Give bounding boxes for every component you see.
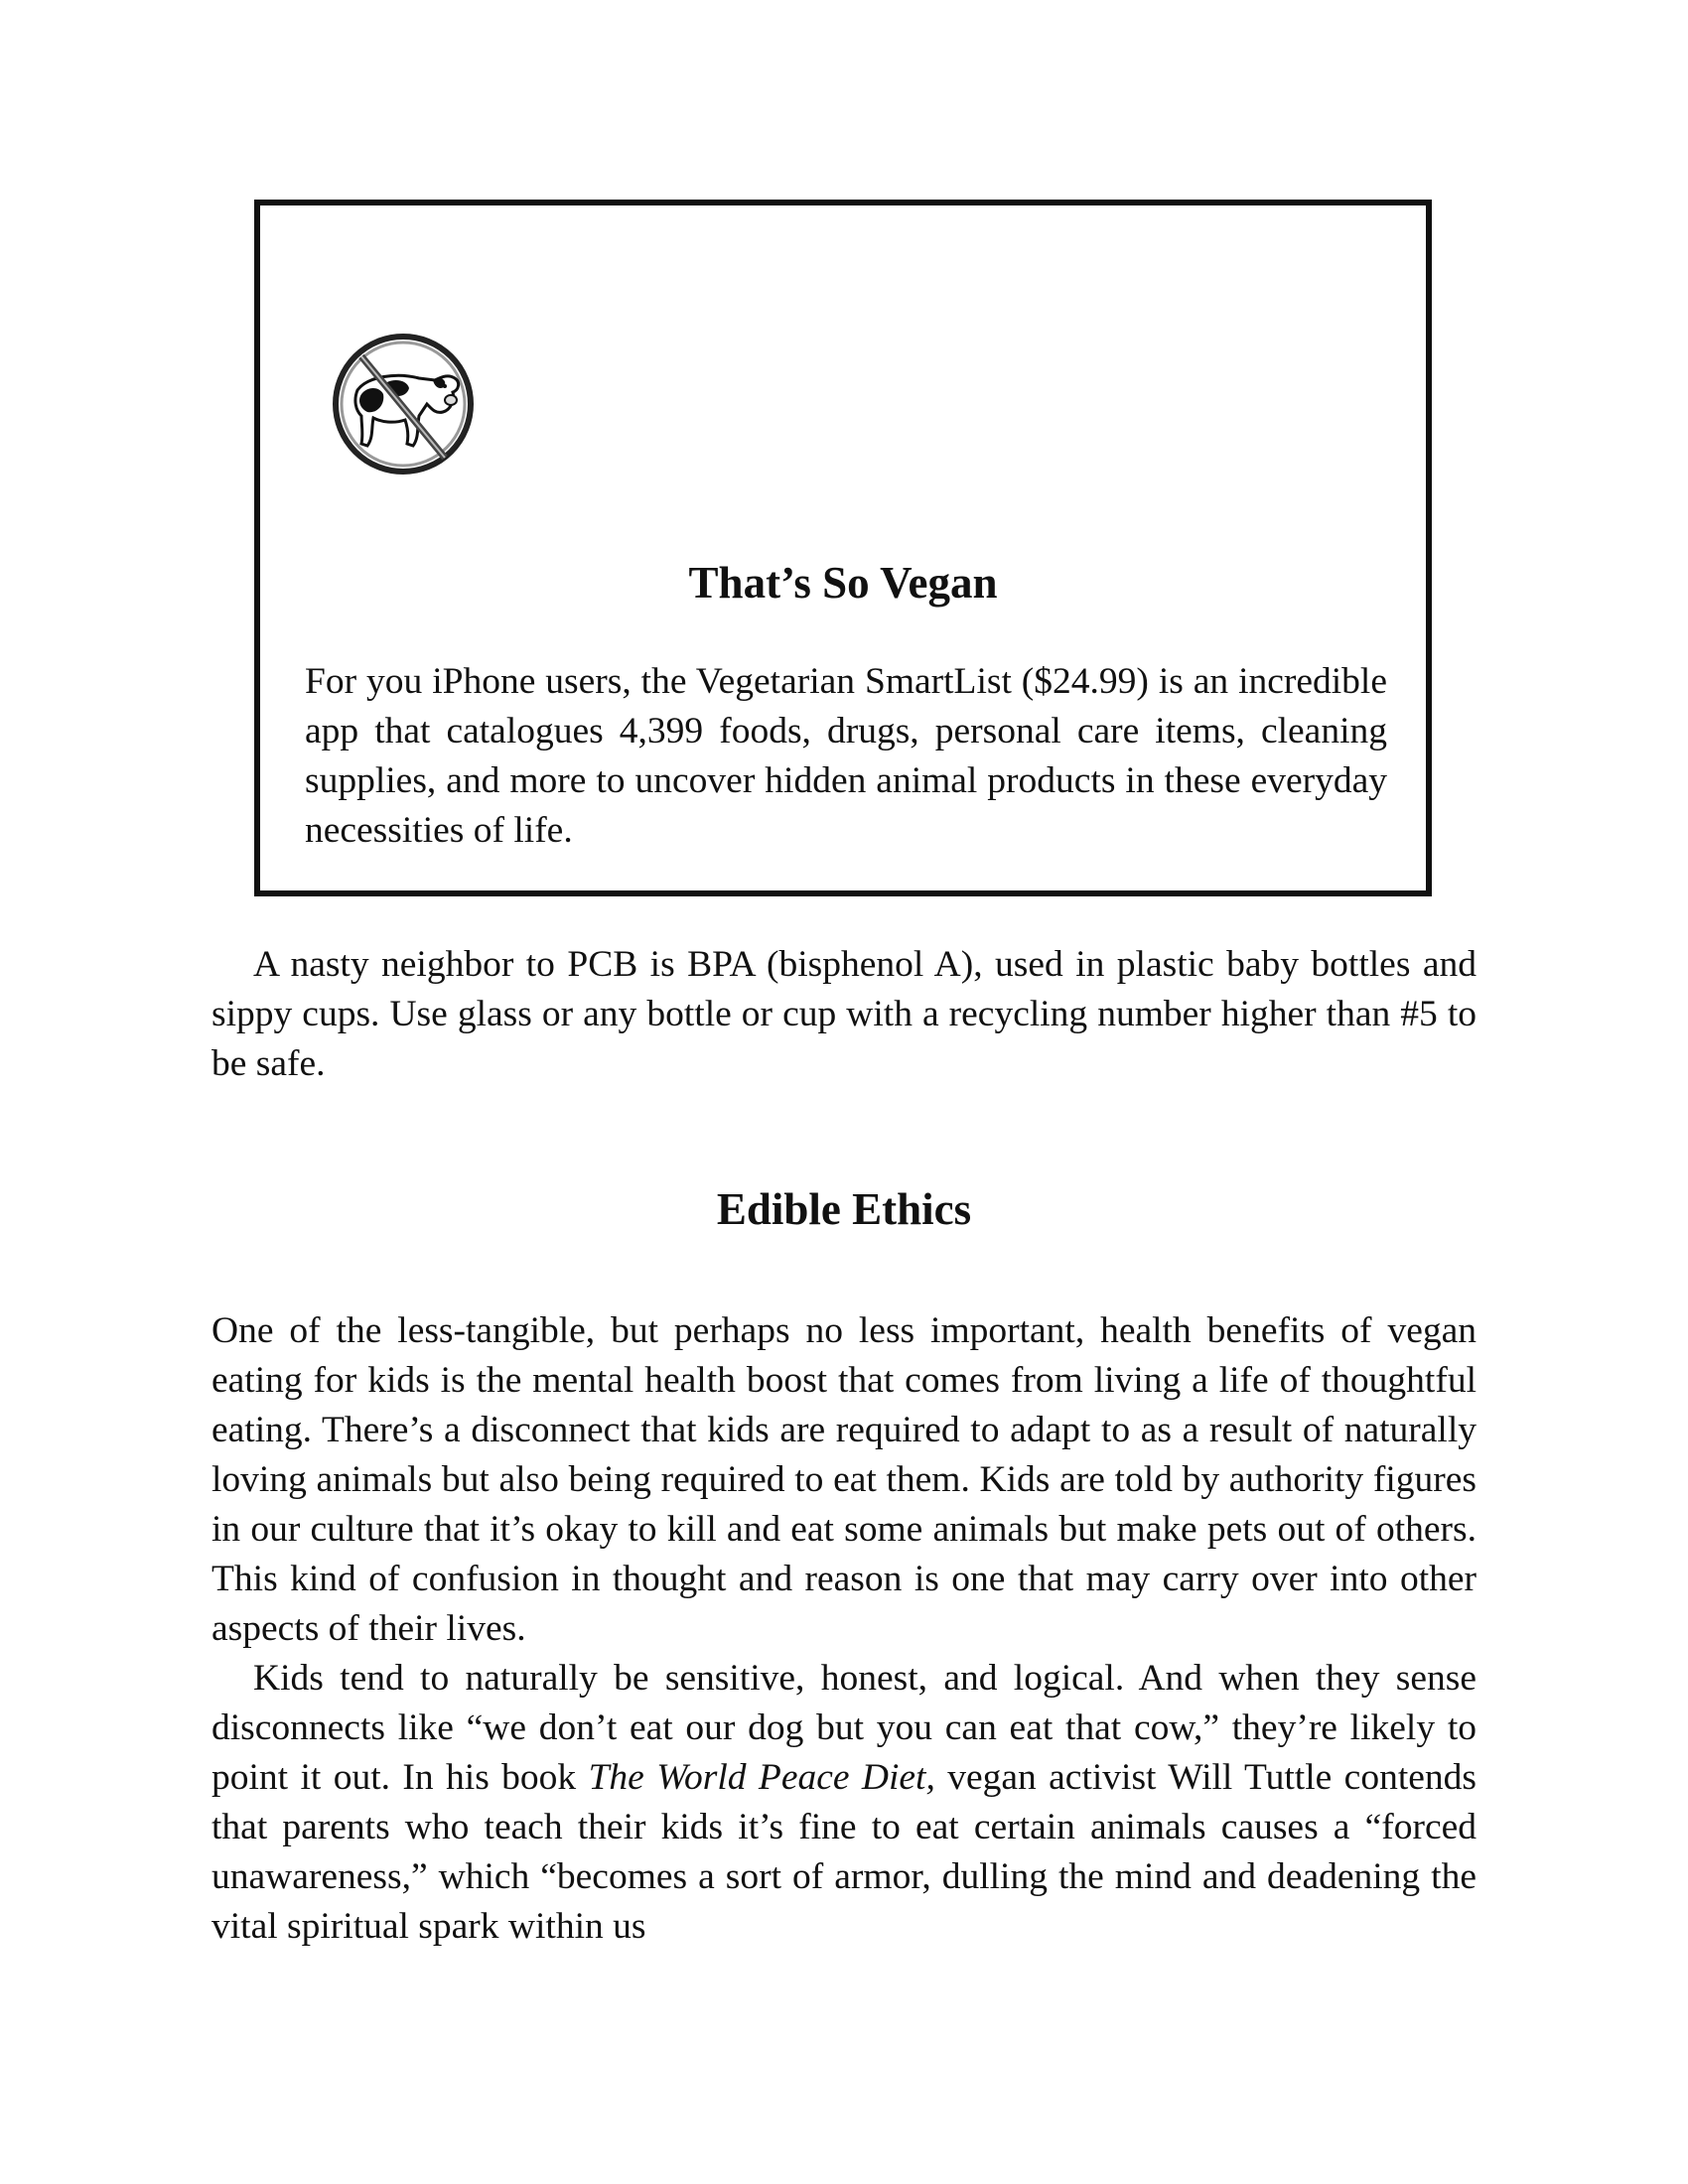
paragraph-3-text-start: Kids tend to naturally be sensitive, honest, and logical. And when they sense disconnects like “we don’t eat our dog but you can eat that cow,” they’re likely to point it out. In his book <box>211 1658 1477 1798</box>
sidebar-title: That’s So Vegan <box>688 558 998 608</box>
no-cow-icon <box>328 329 479 479</box>
sidebar-text: For you iPhone users, the Vegetarian SmartList ($24.99) is an incredible app that catalogues 4,399 foods, drugs, personal care items, cleaning supplies, and more to uncover hidden animal products in these everyday necessities of life. <box>305 661 1387 851</box>
thats-so-vegan-sidebar <box>254 200 1432 896</box>
paragraph-kids-sensitive <box>211 1654 1477 1952</box>
section-heading: Edible Ethics <box>716 1184 972 1234</box>
book-title: The World Peace Diet, <box>588 1757 935 1798</box>
paragraph-edible-ethics: One of the less-tangible, but perhaps no less important, health benefits of vegan eating for kids is the mental health boost that comes from living a life of thoughtful eating. There’s a disconnect that kids are required to adapt to as a result of naturally loving animals but also being required to eat them. Kids are told by authority figures in our culture that it’s okay to kill and eat some animals but make pets out of others. This kind of confusion in thought and reason is one that may carry over into other aspects of their lives. <box>211 1310 1477 1649</box>
paragraph-3-text-end: vegan activist Will Tuttle contends that parents who teach their kids it’s fine to eat certain animals causes a “forced unawareness,” which “becomes a sort of armor, dulling the mind and deadening the vital spiritual spark within us <box>211 1757 1477 1947</box>
paragraph-bpa: A nasty neighbor to PCB is BPA (bisphenol A), used in plastic baby bottles and sippy cups. Use glass or any bottle or cup with a recycling number higher than #5 to be safe. <box>211 944 1477 1084</box>
